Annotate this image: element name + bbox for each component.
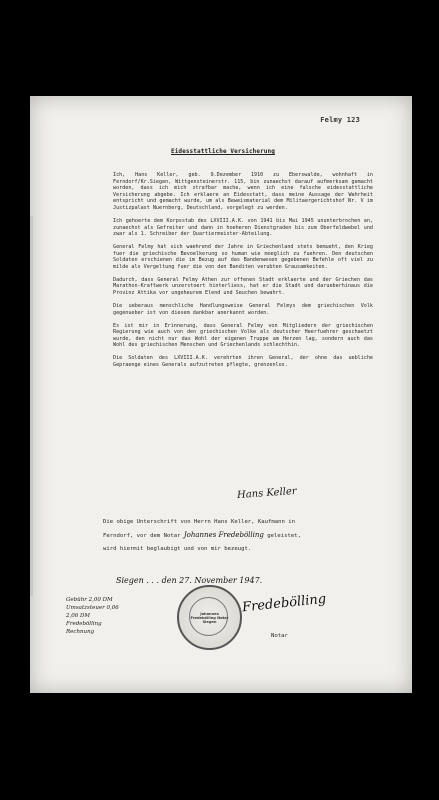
affidavit-body <box>113 172 373 375</box>
paragraph-recognition: Die ueberaus menschliche Handlungsweise General Felmys dem griechischen Volk gegenueber ist von diesem dankbar anerkannt worden. <box>113 303 373 316</box>
paragraph-identity: Ich, Hans Keller, geb. 9.Dezember 1910 zu Eberswalde, wohnhaft in Ferndorf/Kr.Siegen, Wittgensteinerstr. 115, bin zunaechst darauf aufmerksam gemacht worden, dass ich mich strafbar mache, wenn ich eine falsche eidesstattliche Versicherung abgebe. Ich erklaere an Eidesstatt, dass meine Aussage der Wahrheit entspricht und gemacht wurde, um als Beweismaterial dem Militaergerichtshof Nr. V im Justizpalast Nuernberg, Deutschland, vorgelegt zu werden. <box>113 172 373 211</box>
fee-line: Gebühr 2,00 DM <box>66 597 113 603</box>
page-edge-shadow <box>30 216 33 596</box>
paragraph-athens: Dadurch, dass General Felmy Athen zur offenen Stadt erklaerte und der Griechen das Marathon-Kraftwerk unzerstoert hinterliess, hat er die Stadt und darueberhinaus die Provinz Attika vor ungeheurem Elend und Seuchen bewahrt. <box>113 276 373 297</box>
notary-signature: Fredebölling <box>241 591 327 616</box>
document-reference-number: Felmy 123 <box>320 116 360 124</box>
notary-name-handwritten: Johannes Fredebölling <box>183 531 264 539</box>
paragraph-conduct: General Felmy hat sich waehrend der Jahre in Griechenland stets bemueht, den Krieg fuer die griechische Bevoelkerung so human wie moeglich zu fuehren. Den deutschen Soldaten erschienen die im Bezug auf das Bandenwesen gegebenen Befehle oft viel zu milde als Vergeltung fuer die von den Banditen verubten Grausamkeiten. <box>113 244 373 270</box>
notary-seal <box>177 585 242 650</box>
fee-notes <box>66 596 156 636</box>
date: 27. November 1947. <box>179 576 263 585</box>
certification-line-3: wird hiermit beglaubigt und von mir bezeugt. <box>103 546 252 552</box>
paragraph-memory: Es ist mir in Erinnerung, dass General Felmy von Mitgliedern der griechischen Regierung wie auch von den griechischen Volke als deutscher Heerfuehrer geschaetzt wurde, den nicht nur das Wohl der eigenen Truppe am Herzen lag, sondern auch das Wohl des griechischen Menschen und Griechenlands schlechthin. <box>113 322 373 349</box>
place-and-date: Siegen . . . den 27. November 1947. <box>116 576 263 585</box>
notary-certification <box>103 516 373 556</box>
certification-line-2-suffix: geleistet, <box>267 533 301 539</box>
paragraph-soldiers: Die Soldaten des LXVIII.A.K. verehrten ihren General, der ohne das uebliche Gepraenge eines Generals aufzutreten pflegte, grenzenlos. <box>113 355 373 368</box>
certification-line-2-prefix: Ferndorf, vor dem Notar <box>103 533 181 539</box>
fee-line: Fredebölling <box>66 621 102 627</box>
fee-line: Rechnung <box>66 629 95 635</box>
notary-label: Notar <box>271 633 288 639</box>
paragraph-service: Ich gehoerte dem Korpsstab des LXVIII.A.K. von 1941 bis Mai 1945 ununterbrochen an, zunaechst als Gefreiter und dann in hoeheren Dienstgraden bis zum Oberfeldwebel und zwar als 1. Schreiber der Quartiermeister-Abteilung. <box>113 217 373 238</box>
document-page <box>30 96 412 693</box>
affiant-signature: Hans Keller <box>236 485 297 502</box>
fee-line: 2,06 DM <box>66 613 91 619</box>
certification-line-2 <box>103 529 373 543</box>
certification-line-1: Die obige Unterschrift von Herrn Hans Keller, Kaufmann in <box>103 519 295 525</box>
notary-seal-text: Johannes Fredebölling Notar Siegen <box>190 612 229 624</box>
fee-line: Umsatzsteuer 0,06 <box>66 605 119 611</box>
place: Siegen <box>116 576 144 585</box>
document-title: Eidesstattliche Versicherung <box>171 148 275 155</box>
date-prefix: den <box>161 576 177 585</box>
